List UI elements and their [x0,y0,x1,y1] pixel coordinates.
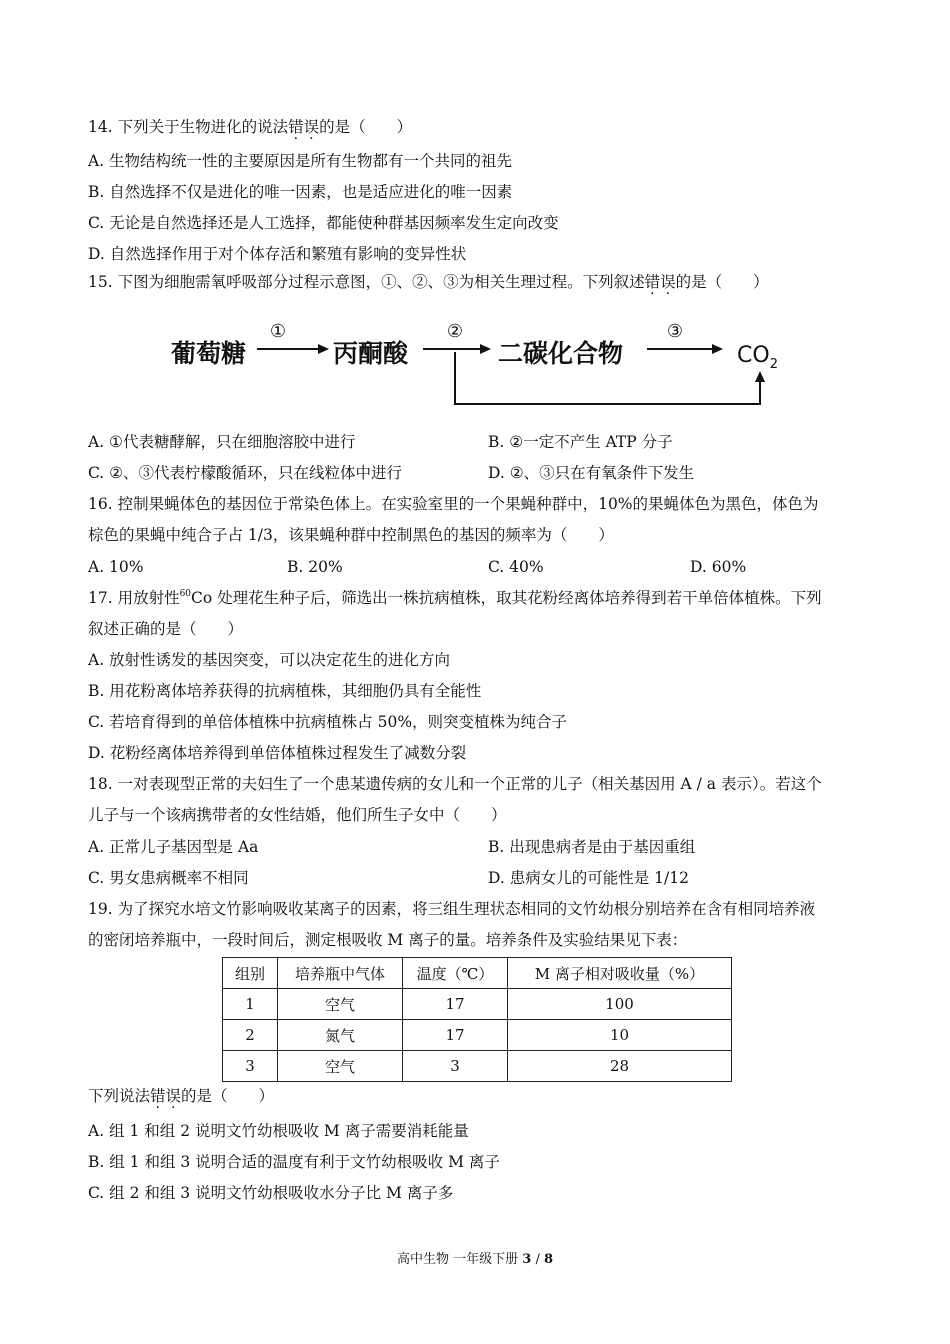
arrow-1-head [318,344,329,354]
q15-option-c: C. ②、③代表柠檬酸循环，只在线粒体中进行 [88,464,403,482]
q18-stem-line1: 18. 一对表现型正常的夫妇生了一个患某遗传病的女儿和一个正常的儿子（相关基因用 A / a 表示）。若这个 [88,775,822,793]
step-3-label: ③ [666,321,684,342]
table-row [223,989,732,1020]
q17-option-d: D. 花粉经离体培养得到单倍体植株过程发生了减数分裂 [88,744,467,762]
q16-option-c: C. 40% [488,558,544,576]
table-cell: 空气 [278,989,403,1020]
table-row [223,1020,732,1051]
q19-option-c: C. 组 2 和组 3 说明文竹幼根吸收水分子比 M 离子多 [88,1184,454,1202]
q17-option-c: C. 若培育得到的单倍体植株中抗病植株占 50%，则突变植株为纯合子 [88,713,568,731]
q15-stem: 15. 下图为细胞需氧呼吸部分过程示意图，①、②、③为相关生理过程。下列叙述错误的是（ ） [88,273,769,291]
q16-stem-line2: 棕色的果蝇中纯合子占 1/3，该果蝇种群中控制黑色的基因的频率为（ ） [88,526,614,544]
page-footer: 高中生物 一年级下册 3 / 8 [396,1252,554,1267]
table-header: 温度（℃） [403,958,508,989]
table-row [223,1051,732,1082]
q19-stem-line2: 的密闭培养瓶中，一段时间后，测定根吸收 M 离子的量。培养条件及实验结果见下表： [88,931,688,949]
q18-stem-line2: 儿子与一个该病携带者的女性结婚，他们所生子女中（ ） [88,806,507,824]
node-pyruvate: 丙酮酸 [333,339,409,368]
q18-option-d: D. 患病女儿的可能性是 1/12 [488,869,689,887]
q19-stem-line1: 19. 为了探究水培文竹影响吸收某离子的因素，将三组生理状态相同的文竹幼根分别培养在含有相同培养液 [88,900,816,918]
q17-stem-line2: 叙述正确的是（ ） [88,620,244,638]
table-cell: 28 [508,1051,732,1082]
table-cell: 3 [403,1051,508,1082]
table-header: 培养瓶中气体 [278,958,403,989]
q19-data-table [222,957,732,1082]
q19-question: 下列说法错误的是（ ） [88,1087,275,1105]
q16-stem-line1: 16. 控制果蝇体色的基因位于常染色体上。在实验室里的一个果蝇种群中，10%的果蝇体色为黑色，体色为 [88,495,819,513]
q18-option-a: A. 正常儿子基因型是 Aa [88,838,259,856]
step-1-label: ① [269,321,287,342]
q17-option-a: A. 放射性诱发的基因突变，可以决定花生的进化方向 [88,651,451,669]
q18-option-b: B. 出现患病者是由于基因重组 [488,838,696,856]
table-header-row [223,958,732,989]
q14-stem: 14. 下列关于生物进化的说法错误的是（ ） [88,118,413,136]
q14-option-b: B. 自然选择不仅是进化的唯一因素，也是适应进化的唯一因素 [88,183,513,201]
node-two-carbon: 二碳化合物 [498,339,624,368]
table-cell: 空气 [278,1051,403,1082]
table-cell: 2 [223,1020,278,1051]
q14-option-c: C. 无论是自然选择还是人工选择，都能使种群基因频率发生定向改变 [88,214,559,232]
q15-option-a: A. ①代表糖酵解，只在细胞溶胶中进行 [88,433,356,451]
q19-option-a: A. 组 1 和组 2 说明文竹幼根吸收 M 离子需要消耗能量 [88,1122,469,1140]
table-header: 组别 [223,958,278,989]
arrow-3-head [712,344,723,354]
table-cell: 17 [403,1020,508,1051]
table-cell: 3 [223,1051,278,1082]
q18-option-c: C. 男女患病概率不相同 [88,869,249,887]
q14-option-a: A. 生物结构统一性的主要原因是所有生物都有一个共同的祖先 [88,152,513,170]
q15-option-b: B. ②一定不产生 ATP 分子 [488,433,673,451]
bypass-arrow-head [755,371,765,382]
q16-option-a: A. 10% [88,558,144,576]
table-cell: 100 [508,989,732,1020]
table-cell: 17 [403,989,508,1020]
q16-option-d: D. 60% [690,558,747,576]
q17-stem-line1: 17. 用放射性$^{60}$Co 处理花生种子后，筛选出一株抗病植株，取其花粉经离体培养得到若干单倍体植株。下列 [88,589,822,607]
q17-option-b: B. 用花粉离体培养获得的抗病植株，其细胞仍具有全能性 [88,682,482,700]
q14-option-d: D. 自然选择作用于对个体存活和繁殖有影响的变异性状 [88,245,467,263]
table-cell: 1 [223,989,278,1020]
table-cell: 氮气 [278,1020,403,1051]
q16-option-b: B. 20% [287,558,343,576]
arrow-2-head [480,344,491,354]
step-2-label: ② [446,321,464,342]
q19-option-b: B. 组 1 和组 3 说明合适的温度有利于文竹幼根吸收 M 离子 [88,1153,500,1171]
node-glucose: 葡萄糖 [171,339,247,368]
node-co2: $CO_2$ [737,343,778,372]
table-header: M 离子相对吸收量（%） [508,958,732,989]
q15-option-d: D. ②、③只在有氧条件下发生 [488,464,695,482]
respiration-diagram [165,312,787,420]
table-cell: 10 [508,1020,732,1051]
